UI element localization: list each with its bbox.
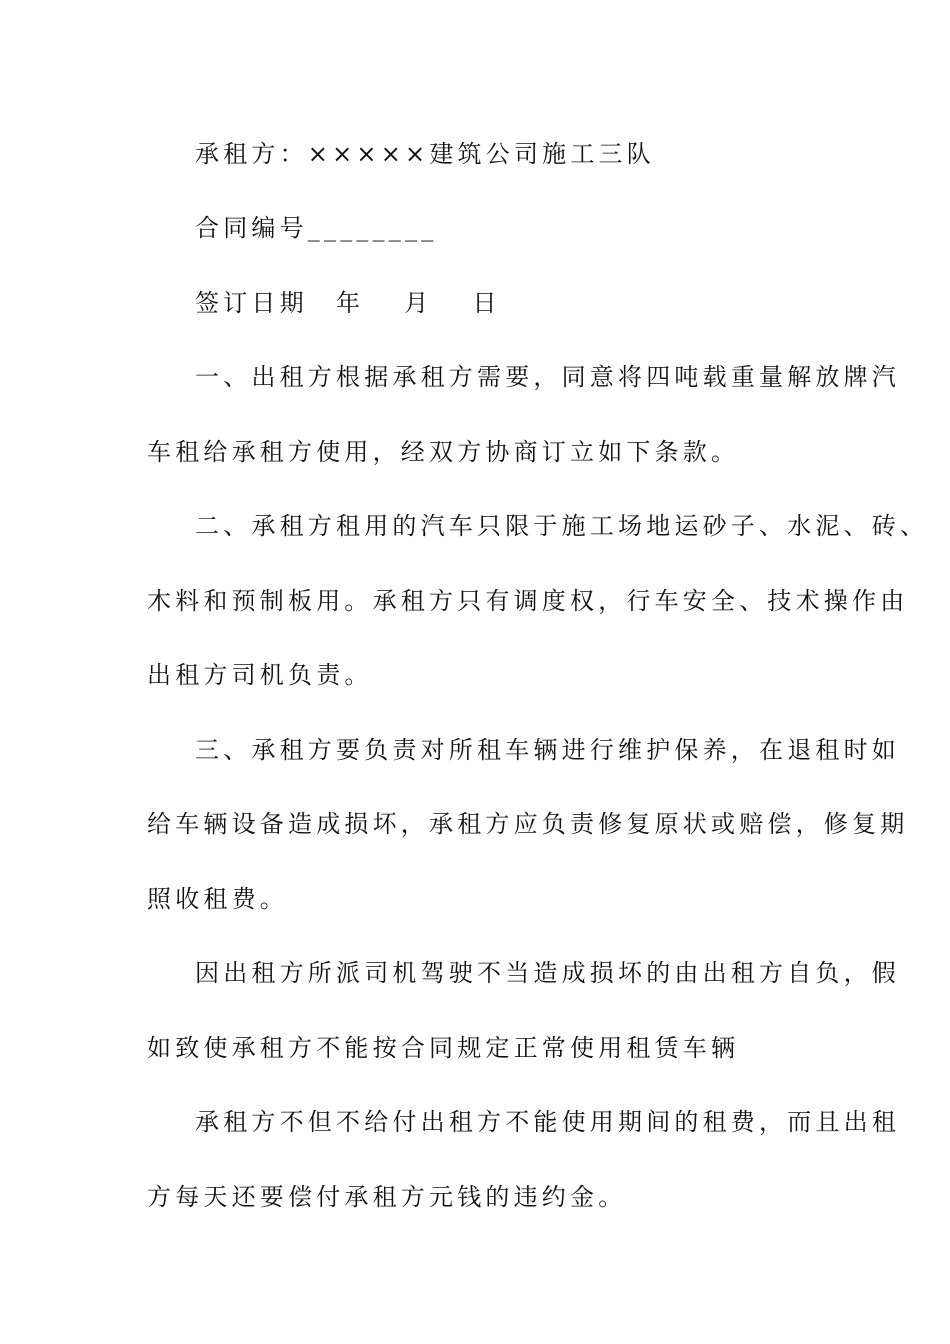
clause-1-line-2: 车租给承租方使用，经双方协商订立如下条款。 xyxy=(147,438,740,466)
signing-date-line: 签订日期 年 月 日 xyxy=(195,289,501,317)
clause-5-line-1: 承租方不但不给付出租方不能使用期间的租费，而且出租 xyxy=(195,1108,900,1136)
clause-5-line-2: 方每天还要偿付承租方元钱的违约金。 xyxy=(147,1183,627,1211)
clause-2-line-3: 出租方司机负责。 xyxy=(147,661,373,689)
clause-1-line-1: 一、出租方根据承租方需要，同意将四吨载重量解放牌汽 xyxy=(195,363,900,391)
contract-number-line: 合同编号________ xyxy=(195,214,438,242)
lessee-line: 承租方：×××××建筑公司施工三队 xyxy=(195,140,655,168)
clause-4-line-2: 如致使承租方不能按合同规定正常使用租赁车辆 xyxy=(147,1034,740,1062)
clause-3-line-1: 三、承租方要负责对所租车辆进行维护保养，在退租时如 xyxy=(195,736,900,764)
clause-2-line-1: 二、承租方租用的汽车只限于施工场地运砂子、水泥、砖、 xyxy=(195,512,929,540)
clause-3-line-3: 照收租费。 xyxy=(147,885,288,913)
clause-4-line-1: 因出租方所派司机驾驶不当造成损坏的由出租方自负，假 xyxy=(195,959,900,987)
clause-2-line-2: 木料和预制板用。承租方只有调度权，行车安全、技术操作由 xyxy=(147,587,909,615)
clause-3-line-2: 给车辆设备造成损坏，承租方应负责修复原状或赔偿，修复期 xyxy=(147,810,909,838)
